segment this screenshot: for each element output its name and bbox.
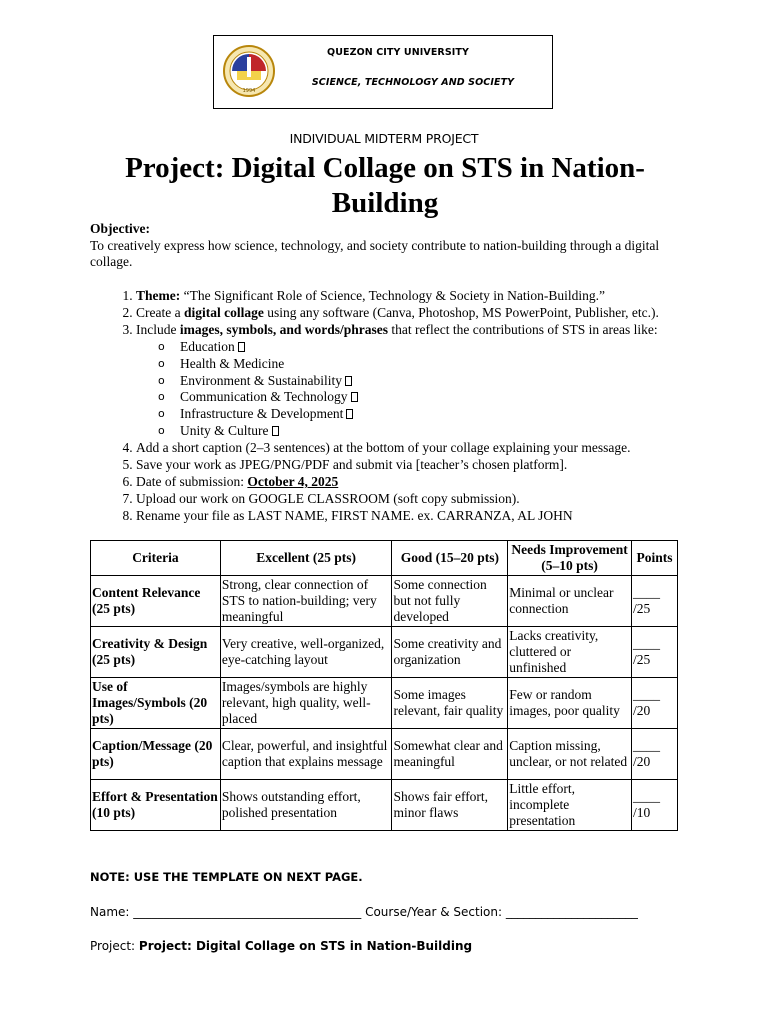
area-item: o Infrastructure & Development [180, 406, 736, 423]
area-item: o Environment & Sustainability [180, 373, 736, 390]
list-item: 7. Upload our work on GOOGLE CLASSROOM (soft copy submission). [136, 491, 736, 508]
criteria-cell: Creativity & Design (25 pts) [91, 627, 221, 678]
good-cell: Shows fair effort, minor flaws [392, 780, 508, 831]
points-cell: ____ /20 [632, 678, 678, 729]
list-item: 3. Include images, symbols, and words/phrases that reflect the contributions of STS in areas like: o Education o Health & Medicine o Environment & Sustainability o Communication & Technology o Infrastructure & Development o Unity & Culture [136, 322, 736, 440]
area-item: o Unity & Culture [180, 423, 736, 440]
rubric-table [90, 540, 678, 831]
area-item: o Communication & Technology [180, 389, 736, 406]
column-header: Excellent (25 pts) [220, 541, 392, 576]
good-cell: Somewhat clear and meaningful [392, 729, 508, 780]
objective-text: To creatively express how science, technology, and society contribute to nation-building through a digital collage. [90, 237, 660, 270]
good-cell: Some creativity and organization [392, 627, 508, 678]
header-box [213, 35, 553, 109]
needs-cell: Few or random images, poor quality [508, 678, 632, 729]
objective-label: Objective: [90, 221, 150, 236]
university-name: QUEZON CITY UNIVERSITY [327, 47, 469, 58]
project-line: Project: Project: Digital Collage on STS in Nation-Building [90, 939, 473, 953]
seal-year: 1994 [242, 88, 256, 94]
points-cell: ____ /25 [632, 627, 678, 678]
criteria-cell: Content Relevance (25 pts) [91, 576, 221, 627]
needs-cell: Minimal or unclear connection [508, 576, 632, 627]
table-row [91, 678, 678, 729]
area-item: o Health & Medicine [158, 355, 285, 371]
project-name: Project: Digital Collage on STS in Nation-Building [138, 939, 473, 953]
template-note: NOTE: USE THE TEMPLATE ON NEXT PAGE. [90, 870, 363, 884]
box-glyph-icon [351, 392, 358, 402]
submission-date: October 4, 2025 [247, 473, 339, 489]
table-header-row [91, 541, 678, 576]
points-cell: ____ /20 [632, 729, 678, 780]
table-row [91, 576, 678, 627]
box-glyph-icon [346, 409, 353, 419]
table-row [91, 780, 678, 831]
criteria-cell: Effort & Presentation (10 pts) [91, 780, 221, 831]
list-item: 8. Rename your file as LAST NAME, FIRST NAME. ex. CARRANZA, AL JOHN [136, 508, 736, 525]
list-item: 5. Save your work as JPEG/PNG/PDF and submit via [teacher’s chosen platform]. [136, 457, 736, 474]
list-item: 4. Add a short caption (2–3 sentences) at the bottom of your collage explaining your message. [136, 440, 736, 457]
list-item: 1. Theme: “The Significant Role of Science, Technology & Society in Nation-Building.” [136, 288, 736, 305]
department-name: SCIENCE, TECHNOLOGY AND SOCIETY [311, 77, 515, 88]
objective-section [90, 221, 690, 271]
column-header: Good (15–20 pts) [392, 541, 508, 576]
excellent-cell: Strong, clear connection of STS to nation-building; very meaningful [220, 576, 392, 627]
criteria-cell: Use of Images/Symbols (20 pts) [91, 678, 221, 729]
list-item: 6. Date of submission: October 4, 2025 [136, 474, 736, 491]
column-header: Criteria [91, 541, 221, 576]
table-row [91, 627, 678, 678]
list-item: 2. Create a digital collage using any software (Canva, Photoshop, MS PowerPoint, Publisher, etc.). [136, 305, 736, 322]
criteria-cell: Caption/Message (20 pts) [91, 729, 221, 780]
column-header: Points [632, 541, 678, 576]
points-cell: ____ /10 [632, 780, 678, 831]
excellent-cell: Shows outstanding effort, polished presentation [220, 780, 392, 831]
excellent-cell: Images/symbols are highly relevant, high quality, well-placed [220, 678, 392, 729]
project-label: INDIVIDUAL MIDTERM PROJECT [289, 131, 479, 146]
excellent-cell: Clear, powerful, and insightful caption that explains message [220, 729, 392, 780]
needs-cell: Little effort, incomplete presentation [508, 780, 632, 831]
needs-cell: Lacks creativity, cluttered or unfinished [508, 627, 632, 678]
box-glyph-icon [345, 376, 352, 386]
excellent-cell: Very creative, well-organized, eye-catching layout [220, 627, 392, 678]
column-header: Needs Improvement (5–10 pts) [508, 541, 632, 576]
instruction-list [90, 288, 736, 525]
name-course-line: Name: ______________________________________ Course/Year & Section: ______________________ [90, 905, 638, 919]
points-cell: ____ /25 [632, 576, 678, 627]
area-item: o Education [180, 339, 736, 356]
box-glyph-icon [272, 426, 279, 436]
table-row [91, 729, 678, 780]
good-cell: Some images relevant, fair quality [392, 678, 508, 729]
areas-list [136, 339, 736, 440]
box-glyph-icon [238, 342, 245, 352]
page-title: Project: Digital Collage on STS in Nation-Building [125, 152, 645, 219]
needs-cell: Caption missing, unclear, or not related [508, 729, 632, 780]
good-cell: Some connection but not fully developed [392, 576, 508, 627]
